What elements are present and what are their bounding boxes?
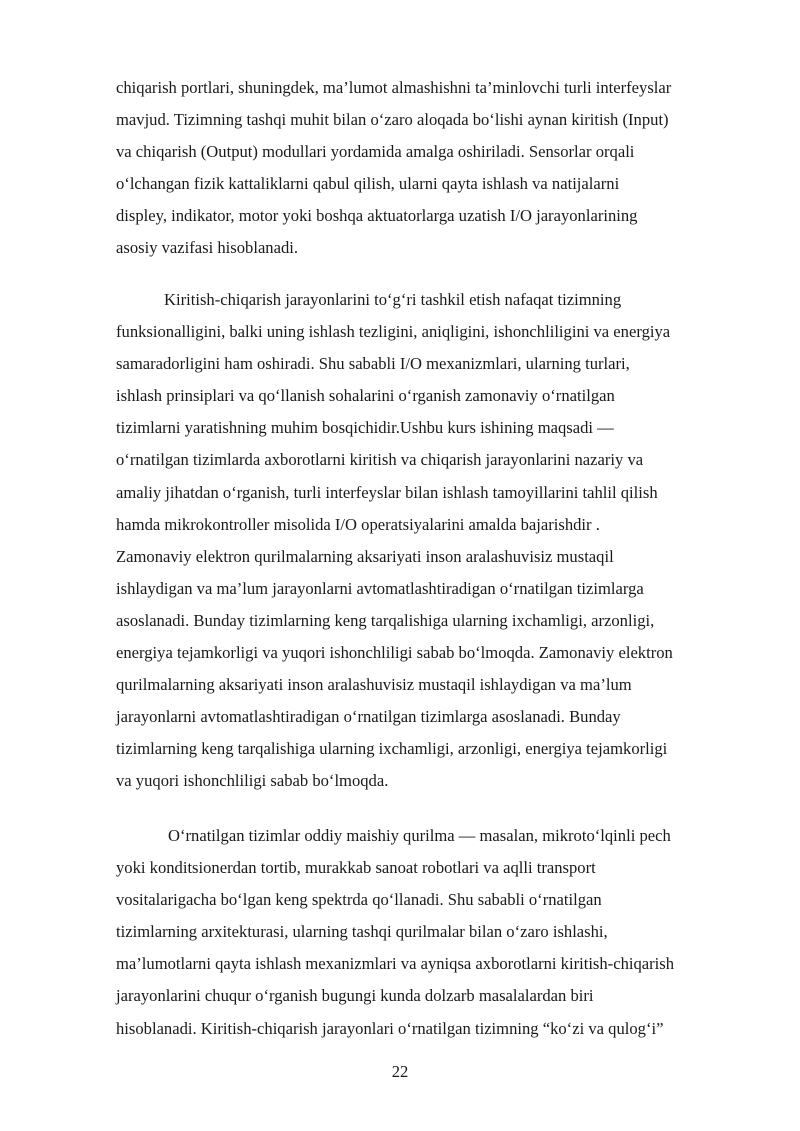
paragraph-line: tizimlarning arxitekturasi, ularning tashqi qurilmalar bilan o‘zaro ishlashi,: [116, 922, 608, 942]
page-number: 22: [391, 1062, 409, 1081]
paragraph-line: ishlaydigan va ma’lum jarayonlarni avtomatlashtiradigan o‘rnatilgan tizimlarga: [116, 578, 644, 598]
paragraph-line: O‘rnatilgan tizimlar oddiy maishiy qurilma — masalan, mikroto‘lqinli pech: [168, 826, 671, 845]
paragraph-line: hamda mikrokontroller misolida I/O operatsiyalarini amalda bajarishdir .: [116, 514, 600, 534]
paragraph-line: Kiritish-chiqarish jarayonlarini to‘g‘ri tashkil etish nafaqat tizimning: [164, 290, 622, 309]
paragraph-line: asoslanadi. Bunday tizimlarning keng tarqalishiga ularning ixchamligi, arzonligi,: [116, 610, 655, 630]
paragraph-line: qurilmalarning aksariyati inson aralashuvisiz mustaqil ishlaydigan va ma’lum: [116, 675, 632, 695]
paragraph-line: funksionalligini, balki uning ishlash tezligini, aniqligini, ishonchliligini va energiya: [116, 322, 671, 342]
paragraph-line: yoki konditsionerdan tortib, murakkab sanoat robotlari va aqlli transport: [116, 858, 596, 878]
paragraph-line: tizimlarning keng tarqalishiga ularning ixchamligi, arzonligi, energiya tejamkorligi: [116, 739, 668, 759]
paragraph-line: jarayonlarini chuqur o‘rganish bugungi kunda dolzarb masalalardan biri: [116, 986, 594, 1006]
paragraph-line: energiya tejamkorligi va yuqori ishonchliligi sabab bo‘lmoqda. Zamonaviy elektron: [116, 643, 673, 663]
paragraph-2: [116, 284, 756, 798]
paragraph-line: chiqarish portlari, shuningdek, ma’lumot almashishni ta’minlovchi turli interfeyslar: [116, 78, 672, 97]
paragraph-line: asosiy vazifasi hisoblanadi.: [116, 238, 299, 258]
paragraph-line: amaliy jihatdan o‘rganish, turli interfeyslar bilan ishlash tamoyillarini tahlil qilish: [116, 482, 658, 502]
paragraph-line: ishlash prinsiplari va qo‘llanish sohalarini o‘rganish zamonaviy o‘rnatilgan: [116, 386, 615, 406]
paragraph-line: Zamonaviy elektron qurilmalarning aksariyati inson aralashuvisiz mustaqil: [116, 546, 614, 566]
paragraph-line: hisoblanadi. Kiritish-chiqarish jarayonlari o‘rnatilgan tizimning “ko‘zi va qulog‘i”: [116, 1018, 664, 1038]
paragraph-line: tizimlarni yaratishning muhim bosqichidir.Ushbu kurs ishining maqsadi —: [116, 418, 614, 438]
paragraph-line: jarayonlarni avtomatlashtiradigan o‘rnatilgan tizimlarga asoslanadi. Bunday: [116, 707, 621, 727]
paragraph-line: mavjud. Tizimning tashqi muhit bilan o‘zaro aloqada bo‘lishi aynan kiritish (Input): [116, 110, 669, 130]
paragraph-line: o‘lchangan fizik kattaliklarni qabul qilish, ularni qayta ishlash va natijalarni: [116, 174, 620, 194]
paragraph-3: [116, 820, 756, 1045]
paragraph-1: [116, 72, 756, 265]
paragraph-line: ma’lumotlarni qayta ishlash mexanizmlari va ayniqsa axborotlarni kiritish-chiqarish: [116, 954, 675, 974]
paragraph-line: o‘rnatilgan tizimlarda axborotlarni kiritish va chiqarish jarayonlarini nazariy va: [116, 450, 644, 470]
paragraph-line: displey, indikator, motor yoki boshqa aktuatorlarga uzatish I/O jarayonlarining: [116, 206, 638, 226]
paragraph-line: samaradorligini ham oshiradi. Shu sababli I/O mexanizmlari, ularning turlari,: [116, 354, 630, 374]
paragraph-line: va yuqori ishonchliligi sabab bo‘lmoqda.: [116, 771, 389, 791]
paragraph-line: vositalarigacha bo‘lgan keng spektrda qo‘llanadi. Shu sababli o‘rnatilgan: [116, 890, 602, 910]
paragraph-line: va chiqarish (Output) modullari yordamida amalga oshiriladi. Sensorlar orqali: [116, 142, 635, 162]
